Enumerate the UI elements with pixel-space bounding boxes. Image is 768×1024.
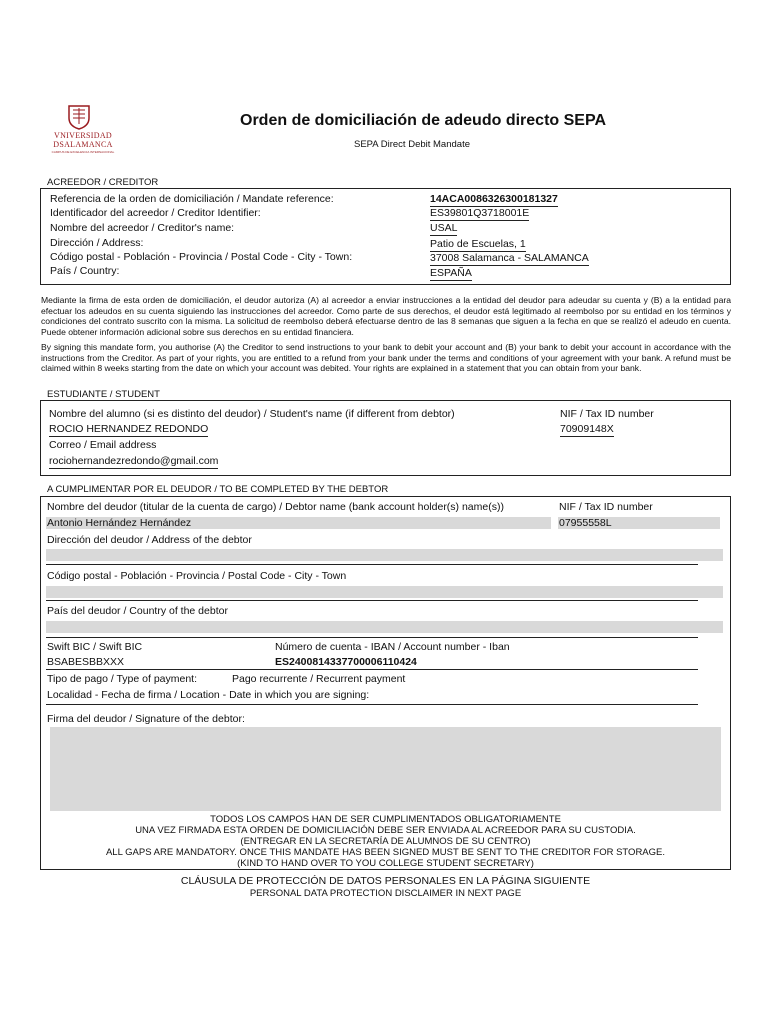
- debtor-address-field[interactable]: [46, 549, 723, 561]
- creditor-postal-label: Código postal - Población - Provincia / Postal Code - City - Town:: [50, 251, 353, 263]
- debtor-address-label: Dirección del deudor / Address of the debtor: [47, 534, 252, 546]
- student-email-value: rociohernandezredondo@gmail.com: [49, 455, 219, 467]
- notice-line5: (KIND TO HAND OVER TO YOU COLLEGE STUDENT SECRETARY): [237, 858, 534, 869]
- mandate-reference-value: 14ACA0086326300181327: [430, 193, 558, 205]
- payment-type-value: Pago recurrente / Recurrent payment: [232, 673, 406, 685]
- creditor-name-label: Nombre del acreedor / Creditor's name:: [50, 222, 235, 234]
- payment-type-label: Tipo de pago / Type of payment:: [47, 673, 198, 685]
- notice-line2: UNA VEZ FIRMADA ESTA ORDEN DE DOMICILIACIÓN DEBE SER ENVIADA AL ACREEDOR PARA SU CUSTODIA.: [135, 825, 636, 836]
- document-subtitle: SEPA Direct Debit Mandate: [354, 139, 470, 150]
- crest-icon: [66, 104, 92, 130]
- divider-line: [46, 564, 698, 565]
- notice-line4: ALL GAPS ARE MANDATORY. ONCE THIS MANDATE HAS BEEN SIGNED MUST BE SENT TO THE CREDITOR FOR STORAGE.: [105, 847, 666, 858]
- debtor-name-value: Antonio Hernández Hernández: [47, 517, 192, 529]
- creditor-identifier-value: ES39801Q3718001E: [430, 207, 530, 219]
- student-email-label: Correo / Email address: [49, 439, 157, 451]
- debtor-section-label: A CUMPLIMENTAR POR EL DEUDOR / TO BE COMPLETED BY THE DEBTOR: [47, 484, 389, 495]
- data-protection-notice-en: PERSONAL DATA PROTECTION DISCLAIMER IN NEXT PAGE: [249, 888, 522, 899]
- iban-label: Número de cuenta - IBAN / Account number - Iban: [275, 641, 510, 653]
- divider-line: [46, 704, 698, 705]
- legal-text-es: Mediante la firma de esta orden de domiciliación, el deudor autoriza (A) al acreedor a enviar instrucciones a la entidad del deudor para adeudar su cuenta y (B) a la entidad para efectuar los adeudos en su cuenta siguiendo las instrucciones del acreedor. Como parte de sus derechos, el deudor está legitimado al reembolso por su entidad en los términos y condiciones del contrato suscrito con la misma. La solicitud de reembolso deberá efectuarse dentro de las 8 semanas que siguen a la fecha en que se realizó el adeudo en cuenta. Puede obtener información adicional sobre sus derechos en su entidad financiera.: [41, 295, 731, 337]
- student-nif-value: 70909148X: [560, 423, 614, 435]
- creditor-address-value: Patio de Escuelas, 1: [430, 238, 526, 250]
- student-name-label: Nombre del alumno (si es distinto del deudor) / Student's name (if different from debtor): [49, 408, 455, 420]
- student-nif-label: NIF / Tax ID number: [560, 408, 654, 420]
- creditor-name-value: USAL: [430, 222, 458, 234]
- debtor-postal-label: Código postal - Población - Provincia / Postal Code - City - Town: [47, 570, 347, 582]
- creditor-section-label: ACREEDOR / CREDITOR: [47, 177, 159, 188]
- notice-line1: TODOS LOS CAMPOS HAN DE SER CUMPLIMENTADOS OBLIGATORIAMENTE: [210, 814, 561, 825]
- divider-line: [46, 637, 698, 638]
- university-logo: [46, 104, 120, 158]
- creditor-postal-value: 37008 Salamanca - SALAMANCA: [430, 252, 589, 264]
- legal-text-en: By signing this mandate form, you authorise (A) the Creditor to send instructions to your bank to debit your account and (B) your bank to debit your account in accordance with the instructions from the Creditor. As part of your rights, you are entitled to a refund from your bank under the terms and conditions of your agreement with your bank. A refund must be claimed within 8 weeks starting from the date on which your account was debited. Your rights are explained in a statement that you can obtain from your bank.: [41, 342, 731, 373]
- divider-line: [46, 600, 698, 601]
- creditor-address-label: Dirección / Address:: [50, 237, 144, 249]
- document-title: Orden de domiciliación de adeudo directo SEPA: [240, 112, 606, 129]
- swift-value: BSABESBBXXX: [47, 656, 125, 668]
- swift-label: Swift BIC / Swift BIC: [47, 641, 143, 653]
- logo-line3: CAMPUS DE EXCELENCIA INTERNACIONAL: [51, 150, 115, 154]
- debtor-nif-value: 07955558L: [559, 517, 612, 529]
- creditor-country-label: País / Country:: [50, 265, 120, 277]
- student-name-value: ROCIO HERNANDEZ REDONDO: [49, 423, 209, 435]
- data-protection-notice: CLÁUSULA DE PROTECCIÓN DE DATOS PERSONALES EN LA PÁGINA SIGUIENTE: [180, 875, 591, 887]
- creditor-identifier-label: Identificador del acreedor / Creditor Identifier:: [50, 207, 261, 219]
- debtor-name-label: Nombre del deudor (titular de la cuenta de cargo) / Debtor name (bank account holder(s) name(s)): [47, 501, 504, 513]
- mandate-reference-label: Referencia de la orden de domiciliación / Mandate reference:: [50, 193, 334, 205]
- signature-label: Firma del deudor / Signature of the debtor:: [47, 713, 245, 725]
- debtor-nif-label: NIF / Tax ID number: [559, 501, 653, 513]
- debtor-country-field[interactable]: [46, 621, 723, 633]
- signature-field[interactable]: [50, 727, 721, 811]
- debtor-country-label: País del deudor / Country of the debtor: [47, 605, 228, 617]
- notice-line3: (ENTREGAR EN LA SECRETARÍA DE ALUMNOS DE SU CENTRO): [240, 836, 531, 847]
- logo-line1: VNIVERSIDAD: [54, 131, 112, 140]
- iban-value: ES2400814337700006110424: [275, 656, 417, 668]
- debtor-postal-field[interactable]: [46, 586, 723, 598]
- logo-line2: DSALAMANCA: [53, 140, 113, 149]
- divider-line: [46, 669, 698, 670]
- student-section-label: ESTUDIANTE / STUDENT: [47, 389, 160, 400]
- location-date-label: Localidad - Fecha de firma / Location - Date in which you are signing:: [47, 689, 370, 701]
- creditor-country-value: ESPAÑA: [430, 267, 472, 279]
